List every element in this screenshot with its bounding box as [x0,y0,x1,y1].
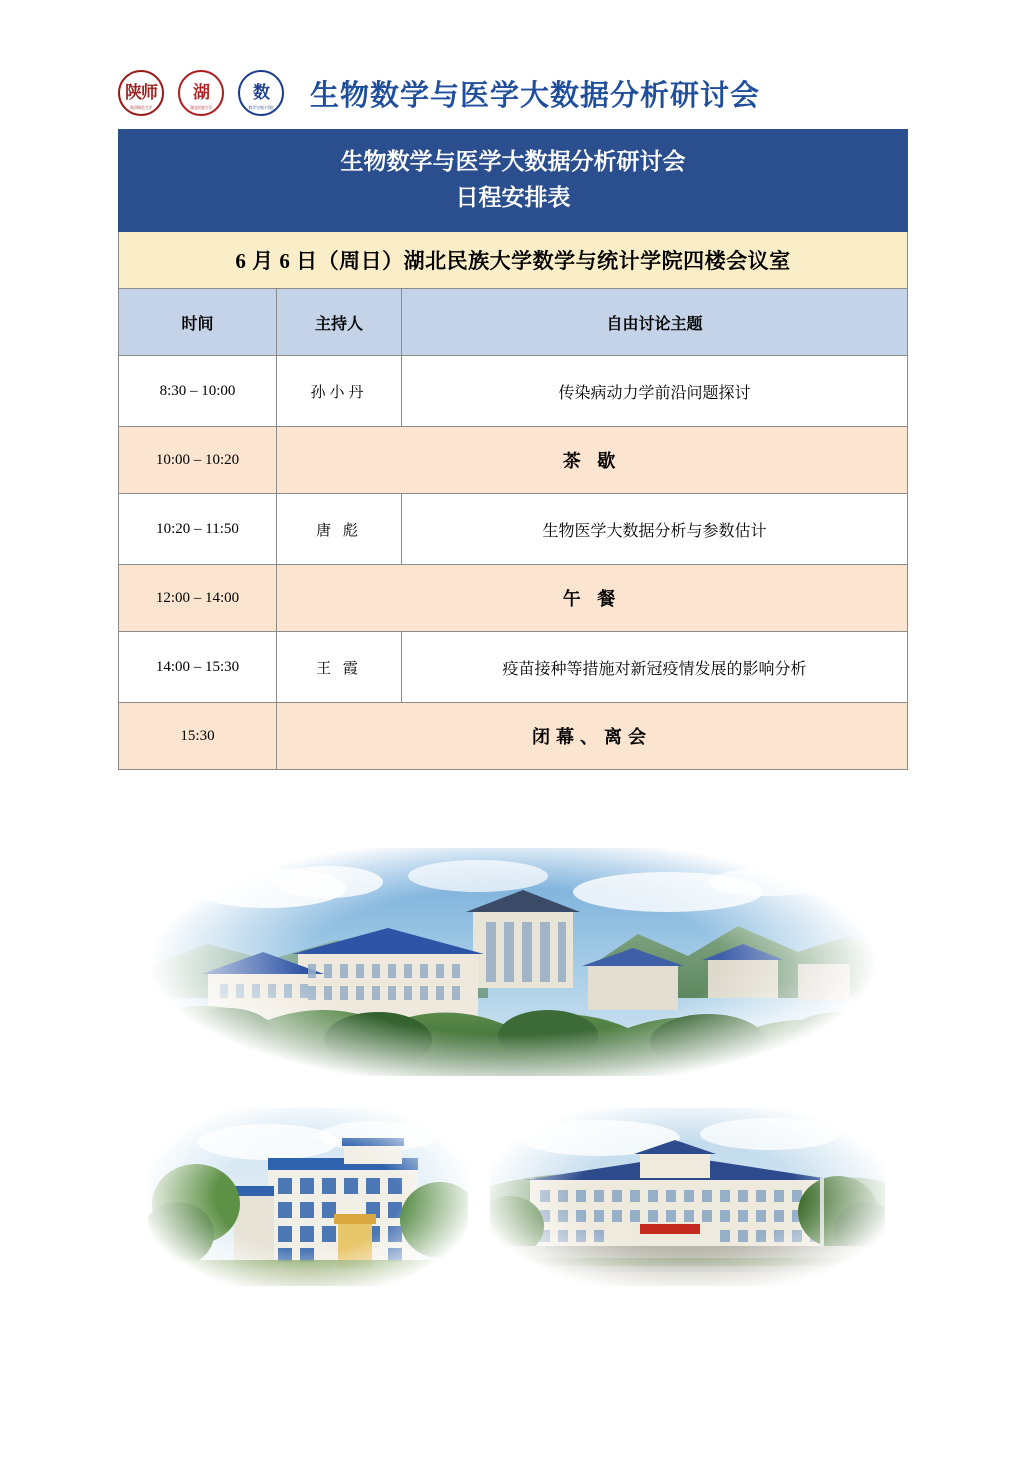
table-banner-row [119,130,908,232]
university-seal-1-icon [118,70,164,116]
seal-2-caption: 湖北民族大学 [190,105,212,111]
schedule-date-band: 6 月 6 日（周日）湖北民族大学数学与统计学院四楼会议室 [119,232,908,289]
banner-line-1: 生物数学与医学大数据分析研讨会 [340,149,686,174]
logo-strip [118,70,284,116]
campus-building-right-graphic [490,1108,885,1286]
row-2-time: 10:20 – 11:50 [119,494,277,565]
document-header [118,62,908,124]
campus-building-photo-left [148,1108,468,1286]
column-header-topic: 自由讨论主题 [402,289,908,356]
schedule-banner [119,130,908,232]
campus-panorama-graphic [148,848,878,1076]
row-3-time: 12:00 – 14:00 [119,565,277,632]
seal-2-glyph: 湖 [193,83,209,103]
column-header-time: 时间 [119,289,277,356]
row-2-topic: 生物医学大数据分析与参数估计 [402,494,908,565]
row-2-host: 唐 彪 [277,494,402,565]
row-5-label: 闭幕、离会 [277,703,908,770]
campus-panorama-photo [148,848,878,1076]
row-5-time: 15:30 [119,703,277,770]
column-header-host: 主持人 [277,289,402,356]
table-row [119,632,908,703]
schedule-table [118,129,908,770]
table-row [119,356,908,427]
table-header-row [119,289,908,356]
row-0-host: 孙小丹 [277,356,402,427]
campus-building-left-graphic [148,1108,468,1286]
seal-1-caption: 陕西师范大学 [130,105,152,111]
row-4-time: 14:00 – 15:30 [119,632,277,703]
seal-3-caption: 数学与统计学院 [248,105,274,111]
table-row [119,565,908,632]
table-date-row [119,232,908,289]
row-4-topic: 疫苗接种等措施对新冠疫情发展的影响分析 [402,632,908,703]
row-4-host: 王 霞 [277,632,402,703]
row-1-time: 10:00 – 10:20 [119,427,277,494]
table-row [119,494,908,565]
row-3-label: 午 餐 [277,565,908,632]
banner-line-2: 日程安排表 [455,184,571,210]
row-0-topic: 传染病动力学前沿问题探讨 [402,356,908,427]
row-0-time: 8:30 – 10:00 [119,356,277,427]
row-1-label: 茶 歇 [277,427,908,494]
campus-building-photo-right [490,1108,885,1286]
seal-1-glyph: 陕师 [125,83,157,103]
university-seal-3-icon [238,70,284,116]
seal-3-glyph: 数 [253,83,269,103]
table-row [119,703,908,770]
table-row [119,427,908,494]
page-title: 生物数学与医学大数据分析研讨会 [310,79,761,112]
university-seal-2-icon [178,70,224,116]
